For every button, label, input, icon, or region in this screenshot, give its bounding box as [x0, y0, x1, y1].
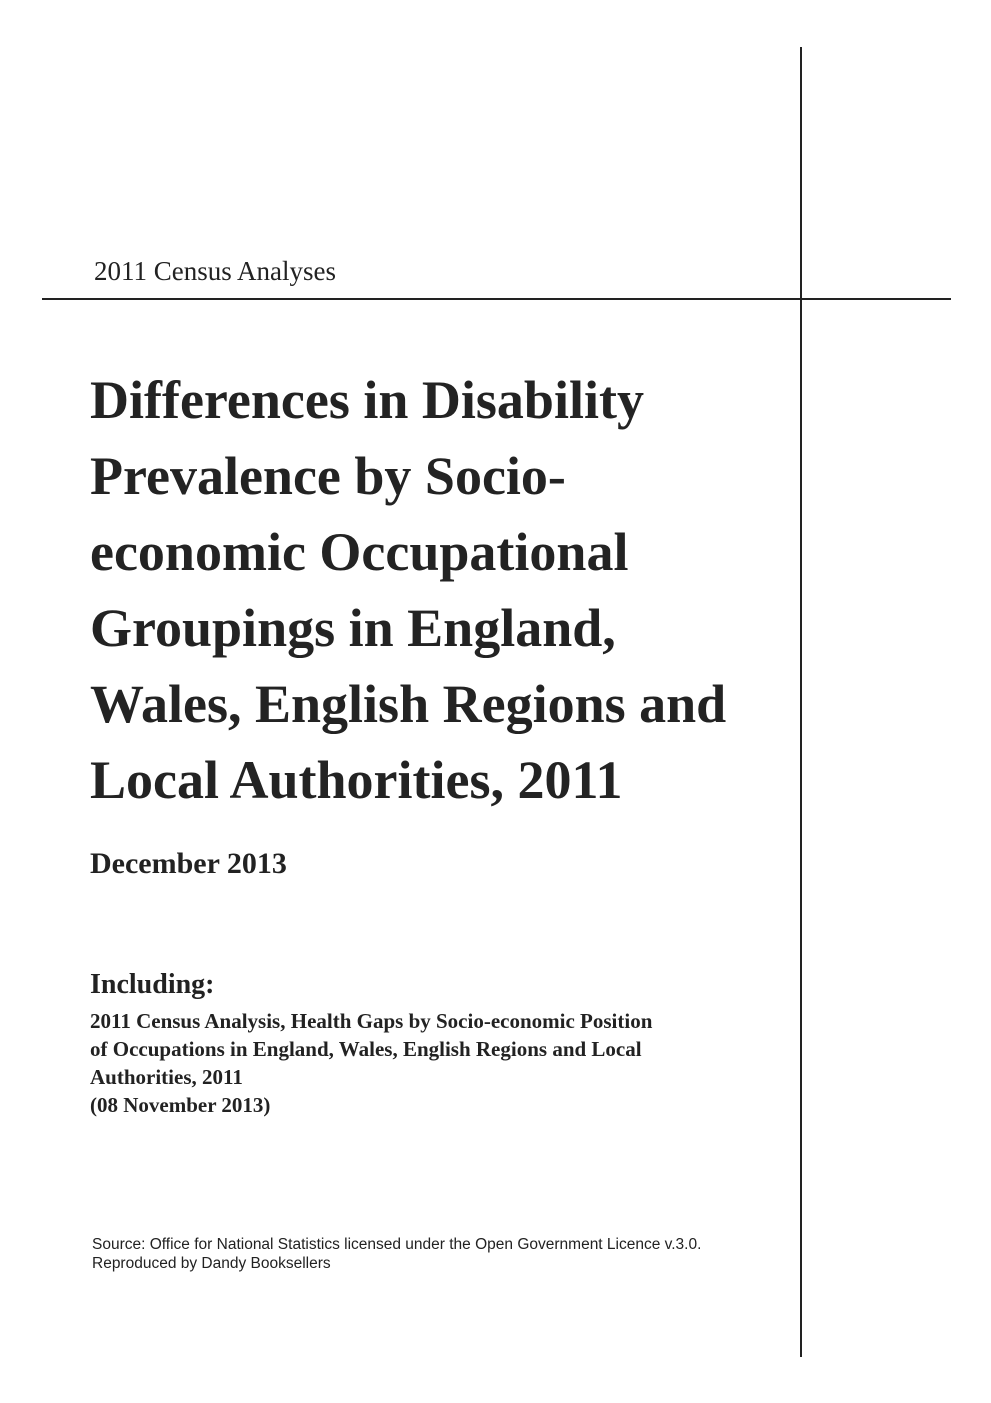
vertical-rule — [800, 47, 802, 1357]
including-line: of Occupations in England, Wales, English Regions and Local — [90, 1037, 642, 1061]
source-line: Reproduced by Dandy Booksellers — [92, 1255, 331, 1272]
title-line: Prevalence by Socio- — [90, 446, 566, 506]
title-line: Differences in Disability — [90, 370, 644, 430]
title-line: Local Authorities, 2011 — [90, 750, 623, 810]
including-heading: Including: — [90, 969, 215, 1000]
title-line: Wales, English Regions and — [90, 674, 727, 734]
series-title: 2011 Census Analyses — [94, 256, 336, 286]
source-line: Source: Office for National Statistics licensed under the Open Government Licence v.3.0. — [92, 1236, 702, 1253]
source-note — [92, 1235, 792, 1273]
publication-date: December 2013 — [90, 847, 287, 880]
document-title — [90, 362, 790, 818]
title-line: Groupings in England, — [90, 598, 616, 658]
title-line: economic Occupational — [90, 522, 629, 582]
including-line: Authorities, 2011 — [90, 1065, 243, 1089]
including-line: 2011 Census Analysis, Health Gaps by Socio-economic Position — [90, 1009, 653, 1033]
including-details — [90, 1007, 790, 1119]
horizontal-rule — [42, 298, 951, 300]
including-line: (08 November 2013) — [90, 1093, 271, 1117]
